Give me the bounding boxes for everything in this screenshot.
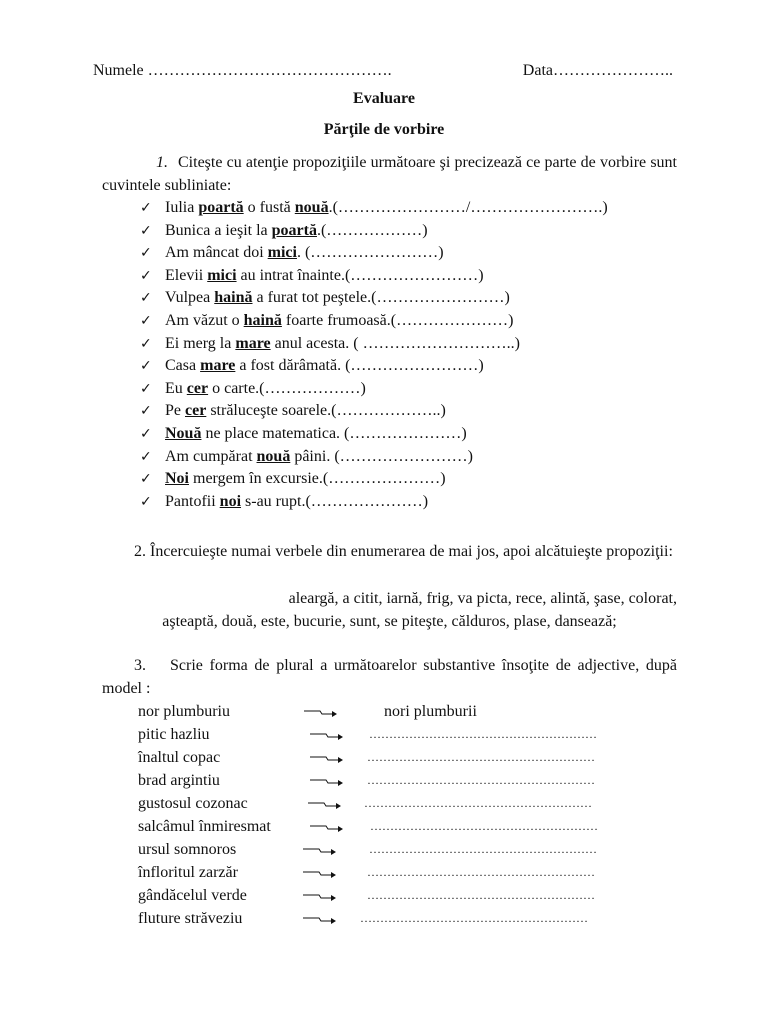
exercise-3-number: 3. — [134, 657, 146, 674]
underlined-word: Noi — [165, 470, 189, 488]
answer-blank: ………………………………………………… — [364, 796, 592, 810]
sentence-text: Casa — [165, 357, 201, 375]
sentence-text: pâini. (……………………) — [290, 447, 473, 465]
checkmark-icon: ✓ — [140, 425, 152, 442]
underlined-word: noi — [219, 492, 242, 510]
sentence-text: Elevii — [165, 266, 208, 284]
noun-phrase: pitic hazliu — [138, 726, 210, 743]
sentence-text: s-au rupt.(…………………) — [241, 492, 429, 510]
answer-blank: ………………………………………………… — [369, 842, 597, 856]
noun-phrase: salcâmul înmiresmat — [138, 818, 271, 835]
checkmark-icon: ✓ — [140, 222, 152, 239]
exercise-1-list — [140, 197, 608, 513]
exercise-2-number: 2. — [134, 543, 146, 560]
underlined-word: mici — [207, 266, 237, 284]
checkmark-icon: ✓ — [140, 245, 152, 262]
noun-phrase: gustosul cozonac — [138, 795, 248, 812]
exercise-1-item — [140, 355, 608, 378]
sentence-text: Am cumpărat — [165, 447, 257, 465]
arrow-right-icon — [303, 847, 337, 855]
checkmark-icon: ✓ — [140, 493, 152, 510]
checkmark-icon: ✓ — [140, 312, 152, 329]
exercise-1-item — [140, 265, 608, 288]
checkmark-icon: ✓ — [140, 403, 152, 420]
exercise-1-item — [140, 333, 608, 356]
underlined-word: mare — [235, 334, 271, 352]
arrow-right-icon — [310, 778, 344, 786]
exercise-1-item — [140, 400, 608, 423]
sentence-text: a fost dărâmată. (……………………) — [235, 357, 484, 375]
sentence-text: .(………………) — [316, 221, 428, 239]
date-field-label: Data………………….. — [522, 62, 673, 79]
plural-item — [138, 907, 598, 930]
noun-phrase: brad argintiu — [138, 772, 220, 789]
arrow-right-icon — [303, 870, 337, 878]
underlined-word: nouă — [294, 199, 329, 216]
sentence-text: a furat tot peştele.(……………………) — [252, 289, 510, 307]
checkmark-icon: ✓ — [140, 471, 152, 488]
underlined-word: Nouă — [165, 424, 202, 442]
sentence-text: .(……………………/…………………….) — [328, 199, 608, 216]
checkmark-icon: ✓ — [140, 267, 152, 284]
exercise-1-item — [140, 242, 608, 265]
noun-phrase: înfloritul zarzăr — [138, 864, 238, 881]
exercise-3-instruction — [102, 654, 677, 700]
noun-phrase: nor plumburiu — [138, 703, 230, 720]
answer-blank: ………………………………………………… — [360, 911, 588, 925]
plural-item — [138, 746, 598, 769]
sentence-text: Bunica a ieşit la — [165, 221, 272, 239]
exercise-1-item — [140, 446, 608, 469]
underlined-word: poartă — [271, 221, 317, 239]
header-row — [93, 62, 673, 82]
sentence-text: au intrat înainte.(……………………) — [236, 266, 484, 284]
arrow-right-icon — [303, 916, 337, 924]
underlined-word: poartă — [198, 199, 244, 216]
plural-item — [138, 815, 598, 838]
plural-item — [138, 792, 598, 815]
checkmark-icon: ✓ — [140, 358, 152, 375]
underlined-word: haină — [243, 311, 282, 329]
checkmark-icon: ✓ — [140, 380, 152, 397]
noun-phrase: înaltul copac — [138, 749, 221, 766]
answer-blank: ………………………………………………… — [369, 727, 597, 741]
underlined-word: cer — [185, 402, 207, 420]
plural-item — [138, 884, 598, 907]
answer-blank: ………………………………………………… — [367, 750, 595, 764]
sentence-text: Iulia — [165, 199, 199, 216]
plural-item — [138, 838, 598, 861]
noun-phrase: gândăcelul verde — [138, 887, 247, 904]
exercise-1-item — [140, 378, 608, 401]
checkmark-icon: ✓ — [140, 200, 152, 216]
underlined-word: haină — [214, 289, 253, 307]
sentence-text: mergem în excursie.(…………………) — [189, 470, 446, 488]
sentence-text: anul acesta. ( ………………………..) — [270, 334, 520, 352]
plural-item — [138, 723, 598, 746]
answer-blank: ………………………………………………… — [367, 865, 595, 879]
sentence-text: străluceşte soarele.(………………..) — [206, 402, 446, 420]
sentence-text: o fustă — [243, 199, 295, 216]
exercise-2-instruction — [102, 540, 677, 563]
name-field-label: Numele ………………………………………. — [93, 62, 392, 79]
exercise-1-number: 1. — [156, 154, 168, 171]
exercise-1-item — [140, 310, 608, 333]
answer-blank: ………………………………………………… — [370, 819, 598, 833]
exercise-1-item — [140, 287, 608, 310]
sentence-text: o carte.(………………) — [208, 379, 366, 397]
noun-phrase: ursul somnoros — [138, 841, 237, 858]
underlined-word: mare — [200, 357, 236, 375]
plural-item — [138, 700, 598, 723]
exercise-2-text: Încercuieşte numai verbele din enumerarea de mai jos, apoi alcătuieşte propoziţii: — [150, 543, 673, 560]
sentence-text: Eu — [165, 379, 187, 397]
sentence-text: Ei merg la — [165, 334, 236, 352]
exercise-1-item — [140, 220, 608, 243]
sentence-text: Vulpea — [165, 289, 215, 307]
sentence-text: Am mâncat doi — [165, 244, 268, 262]
verb-list-line-1: aleargă, a citit, iarnă, frig, va picta, rece, alintă, şase, colorat, — [288, 590, 677, 607]
exercise-1-item — [140, 423, 608, 446]
verb-list-line-2: aşteaptă, două, este, bucurie, sunt, se piteşte, călduros, plase, dansează; — [162, 613, 617, 630]
exercise-1-item — [140, 468, 608, 491]
checkmark-icon: ✓ — [140, 448, 152, 465]
exercise-1-item — [140, 491, 608, 514]
sentence-text: Pantofii — [165, 492, 220, 510]
model-answer: nori plumburii — [384, 703, 477, 720]
sentence-text: Pe — [165, 402, 185, 420]
arrow-right-icon — [303, 893, 337, 901]
underlined-word: mici — [267, 244, 297, 262]
noun-phrase: fluture străveziu — [138, 910, 243, 927]
underlined-word: cer — [186, 379, 209, 397]
checkmark-icon: ✓ — [140, 290, 152, 307]
page-title: Evaluare — [353, 90, 415, 107]
underlined-word: nouă — [256, 447, 291, 465]
exercise-1-item — [140, 197, 608, 220]
sentence-text: foarte frumoasă.(…………………) — [281, 311, 514, 329]
arrow-right-icon — [310, 755, 344, 763]
answer-blank: ………………………………………………… — [367, 773, 595, 787]
exercise-1-instruction — [102, 151, 677, 197]
arrow-right-icon — [310, 732, 344, 740]
exercise-1-text: Citeşte cu atenţie propoziţiile următoare şi precizează ce parte de vorbire sunt cuvintele subliniate: — [102, 154, 677, 194]
arrow-right-icon — [310, 824, 344, 832]
plural-item — [138, 861, 598, 884]
page-subtitle: Părţile de vorbire — [323, 121, 445, 138]
arrow-right-icon — [304, 709, 338, 717]
exercise-3-text: Scrie forma de plural a următoarelor substantive însoţite de adjective, după model : — [102, 657, 677, 697]
exercise-3-list — [138, 700, 598, 930]
checkmark-icon: ✓ — [140, 335, 152, 352]
sentence-text: ne place matematica. (…………………) — [201, 424, 467, 442]
arrow-right-icon — [308, 801, 342, 809]
sentence-text: . (……………………) — [296, 244, 444, 262]
plural-item — [138, 769, 598, 792]
answer-blank: ………………………………………………… — [367, 888, 595, 902]
sentence-text: Am văzut o — [165, 311, 244, 329]
